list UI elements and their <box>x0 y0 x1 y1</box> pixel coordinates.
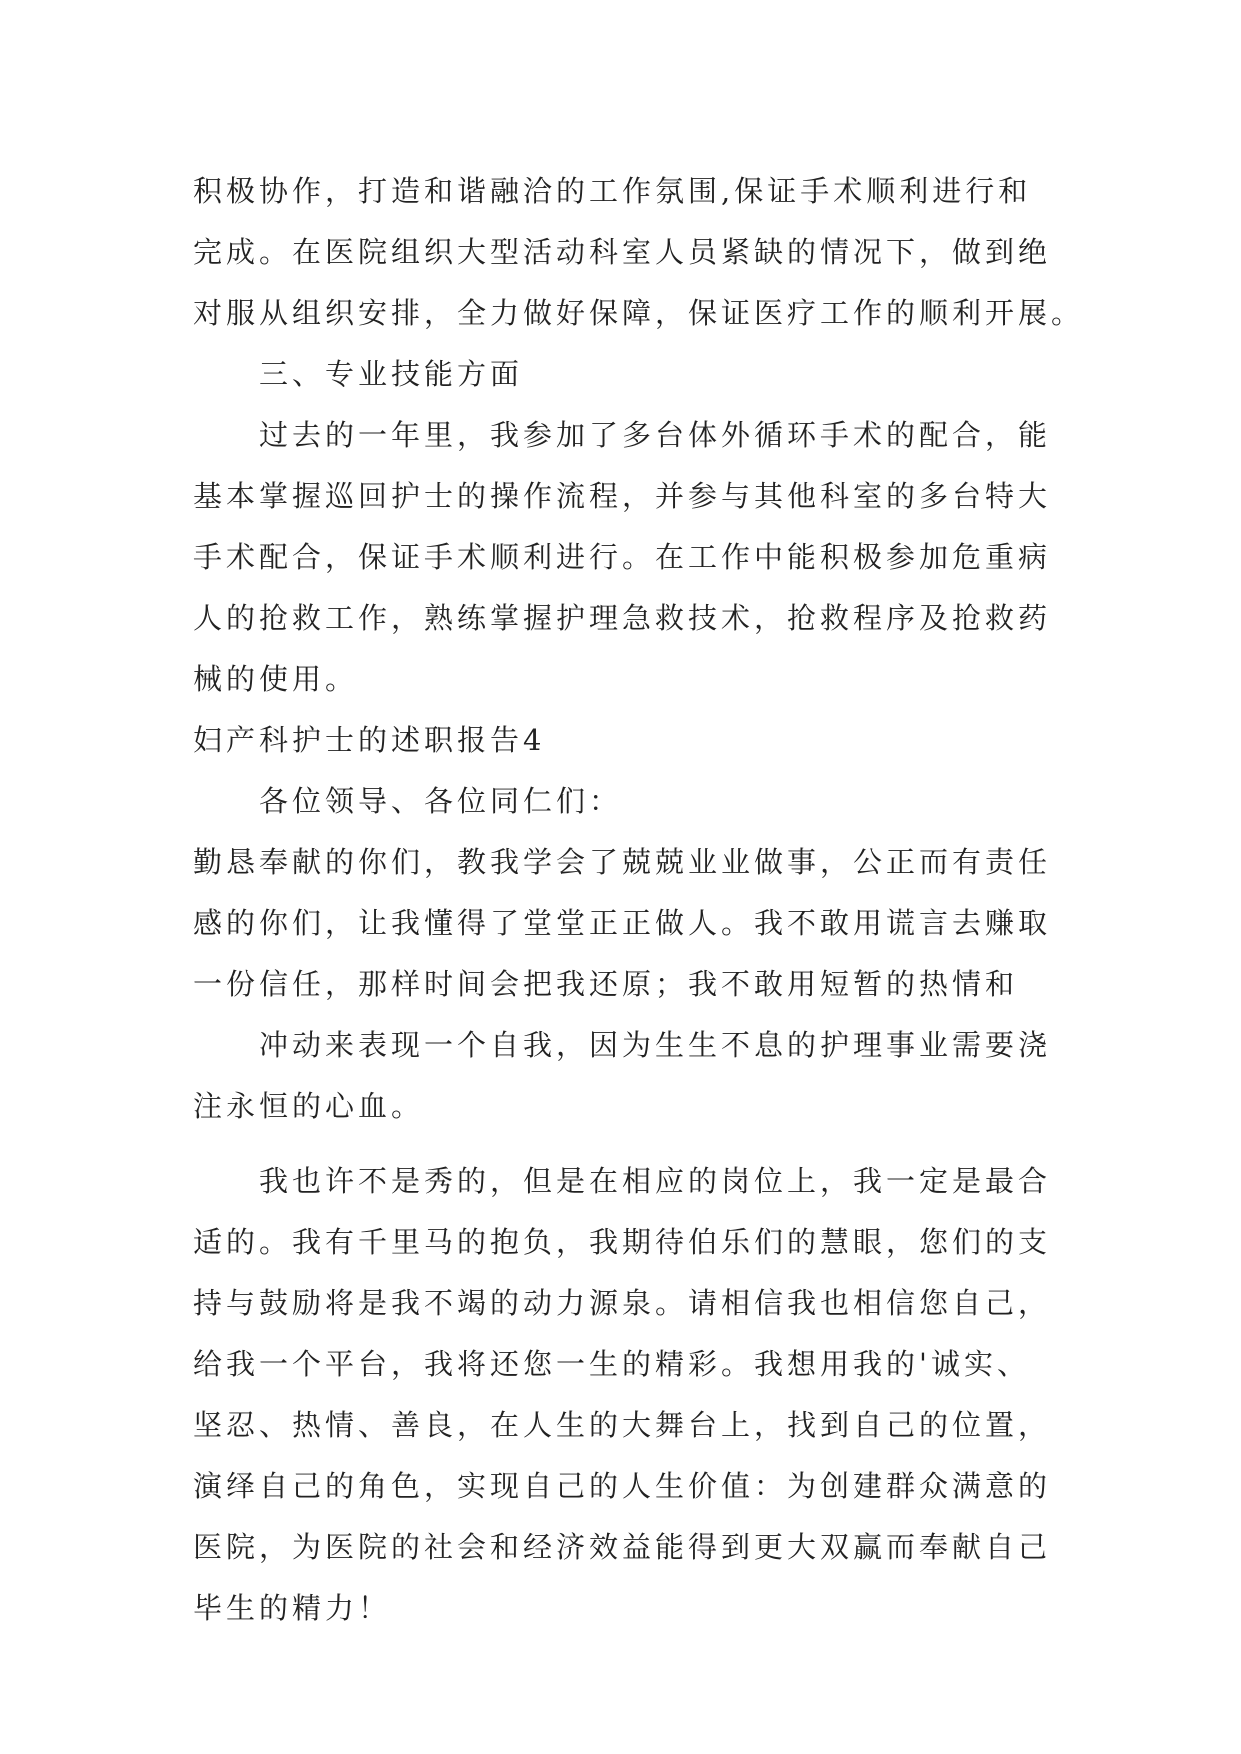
text-line: 人的抢救工作，熟练掌握护理急救技术，抢救程序及抢救药 <box>193 601 1052 635</box>
text-line: 注永恒的心血。 <box>193 1089 425 1123</box>
text-line: 感的你们，让我懂得了堂堂正正做人。我不敢用谎言去赚取 <box>193 906 1052 940</box>
text-line: 对服从组织安排，全力做好保障，保证医疗工作的顺利开展。 <box>193 296 1085 330</box>
report-title: 妇产科护士的述职报告4 <box>193 723 546 757</box>
text-line: 械的使用。 <box>193 662 359 696</box>
text-line: 积极协作，打造和谐融洽的工作氛围,保证手术顺利进行和 <box>193 174 1032 208</box>
salutation: 各位领导、各位同仁们： <box>259 784 623 818</box>
section-heading: 三、专业技能方面 <box>259 357 524 391</box>
text-line: 给我一个平台，我将还您一生的精彩。我想用我的'诚实、 <box>193 1347 1030 1381</box>
text-line: 毕生的精力！ <box>193 1591 392 1625</box>
text-line: 坚忍、热情、善良，在人生的大舞台上，找到自己的位置， <box>193 1408 1052 1442</box>
text-line: 过去的一年里，我参加了多台体外循环手术的配合，能 <box>259 418 1052 452</box>
text-line: 医院，为医院的社会和经济效益能得到更大双赢而奉献自己 <box>193 1530 1052 1564</box>
text-line: 手术配合，保证手术顺利进行。在工作中能积极参加危重病 <box>193 540 1052 574</box>
text-line: 适的。我有千里马的抱负，我期待伯乐们的慧眼，您们的支 <box>193 1225 1052 1259</box>
text-line: 演绎自己的角色，实现自己的人生价值：为创建群众满意的 <box>193 1469 1052 1503</box>
text-line: 持与鼓励将是我不竭的动力源泉。请相信我也相信您自己， <box>193 1286 1052 1320</box>
text-line: 基本掌握巡回护士的操作流程，并参与其他科室的多台特大 <box>193 479 1052 513</box>
text-line: 完成。在医院组织大型活动科室人员紧缺的情况下，做到绝 <box>193 235 1052 269</box>
text-line: 我也许不是秀的，但是在相应的岗位上，我一定是最合 <box>259 1164 1052 1198</box>
paragraph-gap <box>193 1137 1063 1151</box>
text-line: 一份信任，那样时间会把我还原；我不敢用短暂的热情和 <box>193 967 1019 1001</box>
text-line: 勤恳奉献的你们，教我学会了兢兢业业做事，公正而有责任 <box>193 845 1052 879</box>
text-line: 冲动来表现一个自我，因为生生不息的护理事业需要浇 <box>259 1028 1052 1062</box>
document-body <box>193 161 1085 1639</box>
